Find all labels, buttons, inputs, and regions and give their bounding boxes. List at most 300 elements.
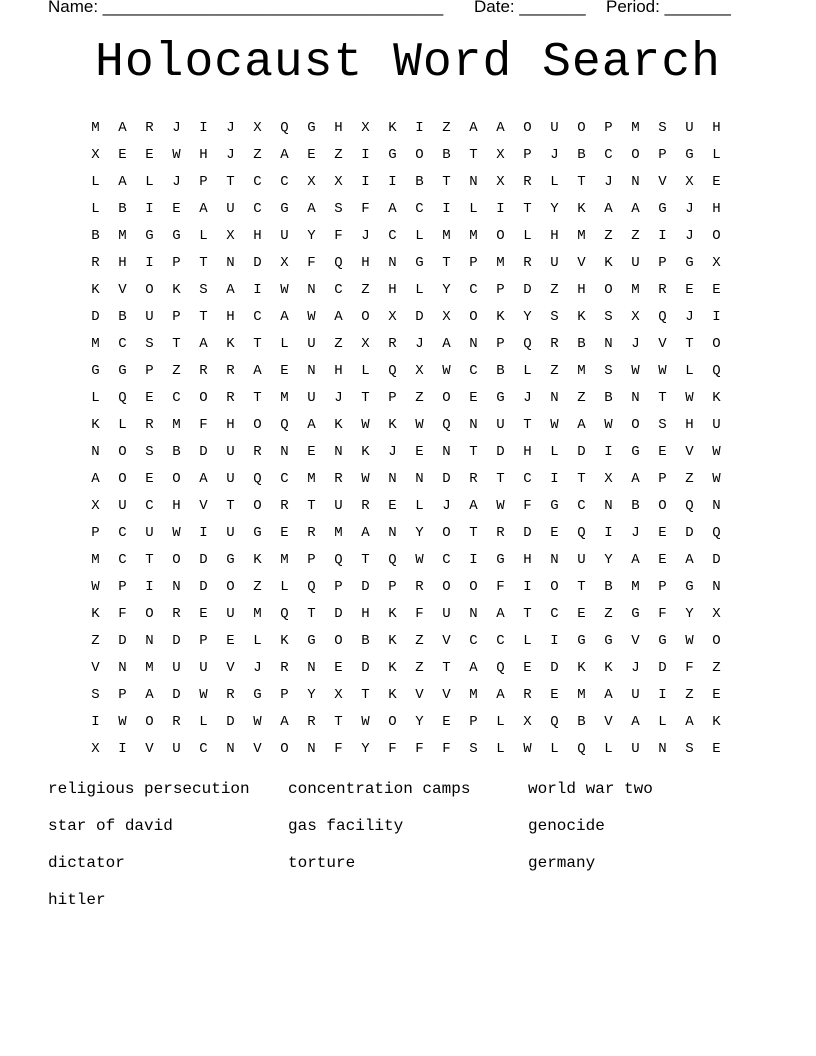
grid-letter: A xyxy=(307,200,316,217)
grid-letter: A xyxy=(631,470,640,487)
grid-letter: R xyxy=(226,686,235,703)
grid-letter: E xyxy=(334,659,343,676)
grid-letter: U xyxy=(145,308,154,325)
grid-row xyxy=(82,708,730,735)
grid-letter: N xyxy=(280,443,289,460)
grid-letter: N xyxy=(631,389,640,406)
grid-letter: M xyxy=(442,227,451,244)
grid-letter: I xyxy=(712,308,721,325)
grid-letter: L xyxy=(496,713,505,730)
grid-letter: Z xyxy=(685,686,694,703)
grid-letter: C xyxy=(550,605,559,622)
grid-letter: H xyxy=(361,254,370,271)
grid-letter: L xyxy=(523,632,532,649)
grid-letter: F xyxy=(307,254,316,271)
grid-letter: T xyxy=(361,551,370,568)
grid-letter: R xyxy=(145,119,154,136)
grid-letter: K xyxy=(388,686,397,703)
grid-letter: T xyxy=(226,497,235,514)
grid-letter: U xyxy=(631,740,640,757)
grid-letter: B xyxy=(415,173,424,190)
grid-letter: L xyxy=(604,740,613,757)
grid-letter: T xyxy=(685,335,694,352)
grid-letter: L xyxy=(469,200,478,217)
grid-letter: O xyxy=(631,146,640,163)
grid-letter: O xyxy=(658,497,667,514)
grid-letter: O xyxy=(361,308,370,325)
grid-letter: G xyxy=(685,578,694,595)
grid-letter: E xyxy=(658,524,667,541)
grid-letter: E xyxy=(415,443,424,460)
grid-letter: E xyxy=(577,605,586,622)
grid-letter: I xyxy=(658,227,667,244)
grid-letter: N xyxy=(442,443,451,460)
grid-letter: O xyxy=(388,713,397,730)
grid-letter: E xyxy=(442,713,451,730)
grid-letter: N xyxy=(307,281,316,298)
grid-letter: I xyxy=(496,200,505,217)
grid-letter: R xyxy=(523,173,532,190)
grid-letter: I xyxy=(604,524,613,541)
grid-letter: M xyxy=(91,119,100,136)
grid-letter: O xyxy=(442,524,451,541)
grid-letter: D xyxy=(361,578,370,595)
page-title: Holocaust Word Search xyxy=(95,36,721,90)
grid-letter: J xyxy=(631,335,640,352)
grid-letter: L xyxy=(361,362,370,379)
grid-letter: P xyxy=(658,578,667,595)
grid-letter: Z xyxy=(415,659,424,676)
grid-letter: Y xyxy=(685,605,694,622)
grid-letter: J xyxy=(415,335,424,352)
grid-letter: A xyxy=(496,686,505,703)
grid-letter: V xyxy=(658,335,667,352)
grid-letter: N xyxy=(712,578,721,595)
grid-letter: N xyxy=(307,740,316,757)
grid-letter: K xyxy=(280,632,289,649)
grid-letter: M xyxy=(307,470,316,487)
grid-letter: W xyxy=(118,713,127,730)
grid-letter: V xyxy=(685,443,694,460)
grid-letter: R xyxy=(496,524,505,541)
grid-letter: D xyxy=(199,551,208,568)
grid-letter: P xyxy=(334,578,343,595)
word-list-item: torture xyxy=(288,854,356,872)
grid-letter: M xyxy=(334,524,343,541)
grid-letter: S xyxy=(550,308,559,325)
grid-letter: E xyxy=(145,146,154,163)
grid-letter: W xyxy=(712,443,721,460)
grid-letter: P xyxy=(604,119,613,136)
grid-letter: V xyxy=(631,632,640,649)
grid-letter: T xyxy=(577,173,586,190)
grid-letter: X xyxy=(604,470,613,487)
grid-letter: C xyxy=(604,146,613,163)
grid-letter: Z xyxy=(91,632,100,649)
grid-letter: C xyxy=(442,551,451,568)
grid-letter: I xyxy=(118,740,127,757)
grid-letter: B xyxy=(91,227,100,244)
grid-letter: O xyxy=(712,227,721,244)
grid-letter: A xyxy=(226,281,235,298)
grid-letter: T xyxy=(361,389,370,406)
grid-letter: N xyxy=(604,335,613,352)
grid-letter: R xyxy=(91,254,100,271)
grid-letter: X xyxy=(496,146,505,163)
grid-letter: X xyxy=(361,335,370,352)
grid-letter: Q xyxy=(280,416,289,433)
grid-letter: N xyxy=(226,254,235,271)
grid-letter: P xyxy=(118,578,127,595)
grid-row xyxy=(82,195,730,222)
grid-letter: P xyxy=(91,524,100,541)
grid-letter: B xyxy=(172,443,181,460)
grid-letter: O xyxy=(631,416,640,433)
grid-letter: A xyxy=(334,308,343,325)
grid-letter: C xyxy=(145,497,154,514)
grid-letter: D xyxy=(199,443,208,460)
grid-letter: L xyxy=(496,740,505,757)
grid-letter: R xyxy=(172,605,181,622)
grid-letter: R xyxy=(307,713,316,730)
grid-letter: M xyxy=(577,362,586,379)
grid-letter: Y xyxy=(307,227,316,244)
grid-letter: T xyxy=(469,146,478,163)
grid-letter: G xyxy=(496,389,505,406)
grid-letter: Q xyxy=(388,551,397,568)
grid-letter: M xyxy=(280,551,289,568)
grid-letter: Q xyxy=(334,551,343,568)
grid-letter: A xyxy=(685,713,694,730)
grid-row xyxy=(82,546,730,573)
word-list-item: star of david xyxy=(48,817,173,835)
grid-letter: Y xyxy=(307,686,316,703)
grid-letter: Z xyxy=(685,470,694,487)
grid-letter: A xyxy=(280,146,289,163)
grid-row xyxy=(82,492,730,519)
grid-letter: V xyxy=(442,632,451,649)
grid-letter: Q xyxy=(712,362,721,379)
grid-letter: O xyxy=(118,443,127,460)
grid-letter: L xyxy=(91,173,100,190)
grid-row xyxy=(82,465,730,492)
grid-letter: U xyxy=(685,119,694,136)
grid-letter: F xyxy=(199,416,208,433)
grid-letter: G xyxy=(172,227,181,244)
letter-grid xyxy=(82,114,730,762)
grid-letter: N xyxy=(415,470,424,487)
grid-letter: N xyxy=(388,254,397,271)
grid-letter: M xyxy=(577,227,586,244)
grid-letter: U xyxy=(442,605,451,622)
grid-letter: P xyxy=(172,254,181,271)
grid-letter: U xyxy=(577,551,586,568)
period-field: Period: _______ xyxy=(606,0,731,16)
grid-letter: B xyxy=(577,146,586,163)
grid-letter: I xyxy=(469,551,478,568)
grid-letter: P xyxy=(658,254,667,271)
grid-letter: L xyxy=(118,416,127,433)
grid-letter: K xyxy=(388,659,397,676)
grid-letter: L xyxy=(199,227,208,244)
grid-letter: P xyxy=(523,146,532,163)
grid-letter: N xyxy=(91,443,100,460)
grid-letter: H xyxy=(550,227,559,244)
grid-letter: F xyxy=(415,740,424,757)
grid-letter: Q xyxy=(577,524,586,541)
grid-letter: L xyxy=(523,227,532,244)
grid-letter: G xyxy=(658,200,667,217)
grid-letter: V xyxy=(415,686,424,703)
grid-letter: A xyxy=(199,335,208,352)
word-list-item: germany xyxy=(528,854,596,872)
grid-letter: H xyxy=(523,443,532,460)
grid-letter: D xyxy=(712,551,721,568)
grid-letter: Y xyxy=(604,551,613,568)
grid-letter: S xyxy=(604,308,613,325)
grid-letter: M xyxy=(172,416,181,433)
grid-letter: U xyxy=(550,254,559,271)
grid-letter: U xyxy=(307,389,316,406)
grid-letter: K xyxy=(388,632,397,649)
grid-letter: W xyxy=(91,578,100,595)
grid-letter: R xyxy=(253,443,262,460)
grid-letter: E xyxy=(712,173,721,190)
grid-letter: B xyxy=(118,308,127,325)
grid-letter: I xyxy=(91,713,100,730)
grid-letter: K xyxy=(91,416,100,433)
grid-letter: G xyxy=(253,686,262,703)
grid-letter: X xyxy=(712,605,721,622)
grid-letter: E xyxy=(307,146,316,163)
grid-row xyxy=(82,249,730,276)
grid-letter: H xyxy=(334,362,343,379)
grid-letter: J xyxy=(523,389,532,406)
grid-letter: R xyxy=(145,416,154,433)
grid-letter: A xyxy=(253,362,262,379)
grid-letter: X xyxy=(334,173,343,190)
grid-letter: R xyxy=(415,578,424,595)
grid-letter: M xyxy=(469,686,478,703)
grid-letter: W xyxy=(172,146,181,163)
grid-letter: E xyxy=(280,362,289,379)
grid-letter: W xyxy=(604,416,613,433)
grid-letter: K xyxy=(388,605,397,622)
grid-letter: L xyxy=(280,335,289,352)
grid-letter: P xyxy=(172,308,181,325)
grid-letter: M xyxy=(91,551,100,568)
grid-letter: N xyxy=(118,659,127,676)
grid-letter: C xyxy=(280,173,289,190)
grid-letter: M xyxy=(280,389,289,406)
grid-letter: K xyxy=(172,281,181,298)
grid-letter: O xyxy=(334,632,343,649)
grid-letter: C xyxy=(280,470,289,487)
grid-letter: G xyxy=(577,632,586,649)
word-list-item: hitler xyxy=(48,891,106,909)
grid-letter: O xyxy=(604,281,613,298)
grid-letter: E xyxy=(226,632,235,649)
grid-letter: W xyxy=(685,389,694,406)
grid-letter: K xyxy=(361,443,370,460)
grid-letter: A xyxy=(496,605,505,622)
grid-letter: Y xyxy=(415,713,424,730)
grid-letter: L xyxy=(280,578,289,595)
grid-letter: W xyxy=(631,362,640,379)
grid-letter: X xyxy=(91,146,100,163)
grid-letter: C xyxy=(118,551,127,568)
grid-letter: S xyxy=(658,119,667,136)
grid-letter: H xyxy=(118,254,127,271)
grid-letter: T xyxy=(199,308,208,325)
grid-letter: T xyxy=(253,335,262,352)
grid-letter: J xyxy=(550,146,559,163)
grid-letter: W xyxy=(253,713,262,730)
grid-letter: M xyxy=(253,605,262,622)
grid-letter: G xyxy=(685,254,694,271)
grid-letter: U xyxy=(226,524,235,541)
grid-letter: U xyxy=(118,497,127,514)
grid-letter: J xyxy=(226,146,235,163)
grid-letter: F xyxy=(388,740,397,757)
grid-letter: R xyxy=(307,524,316,541)
grid-letter: L xyxy=(523,362,532,379)
grid-letter: D xyxy=(550,659,559,676)
grid-letter: F xyxy=(118,605,127,622)
grid-letter: J xyxy=(604,173,613,190)
grid-letter: X xyxy=(226,227,235,244)
grid-letter: Q xyxy=(523,335,532,352)
grid-letter: R xyxy=(280,659,289,676)
grid-letter: U xyxy=(172,659,181,676)
grid-letter: P xyxy=(199,632,208,649)
grid-letter: Z xyxy=(253,578,262,595)
grid-letter: P xyxy=(469,713,478,730)
grid-letter: F xyxy=(334,227,343,244)
grid-letter: X xyxy=(631,308,640,325)
grid-letter: A xyxy=(388,200,397,217)
word-list-item: dictator xyxy=(48,854,125,872)
grid-letter: O xyxy=(550,578,559,595)
grid-letter: S xyxy=(199,281,208,298)
grid-letter: E xyxy=(307,443,316,460)
grid-letter: Q xyxy=(118,389,127,406)
grid-letter: T xyxy=(442,254,451,271)
grid-letter: W xyxy=(361,470,370,487)
grid-letter: Z xyxy=(577,389,586,406)
grid-letter: Q xyxy=(388,362,397,379)
grid-letter: G xyxy=(280,200,289,217)
grid-letter: P xyxy=(469,254,478,271)
grid-letter: T xyxy=(226,173,235,190)
grid-letter: I xyxy=(253,281,262,298)
grid-letter: E xyxy=(685,281,694,298)
grid-letter: G xyxy=(415,254,424,271)
grid-letter: T xyxy=(307,497,316,514)
grid-letter: O xyxy=(145,605,154,622)
grid-letter: Q xyxy=(658,308,667,325)
grid-letter: C xyxy=(577,497,586,514)
grid-letter: B xyxy=(577,335,586,352)
grid-letter: D xyxy=(199,578,208,595)
grid-letter: G xyxy=(685,146,694,163)
grid-letter: R xyxy=(361,497,370,514)
grid-letter: G xyxy=(226,551,235,568)
grid-letter: C xyxy=(415,200,424,217)
grid-letter: I xyxy=(442,200,451,217)
grid-row xyxy=(82,681,730,708)
grid-letter: D xyxy=(172,686,181,703)
grid-letter: N xyxy=(631,173,640,190)
grid-letter: W xyxy=(496,497,505,514)
grid-letter: H xyxy=(226,416,235,433)
grid-letter: S xyxy=(145,335,154,352)
grid-letter: E xyxy=(712,686,721,703)
grid-letter: X xyxy=(388,308,397,325)
grid-letter: D xyxy=(523,281,532,298)
grid-letter: A xyxy=(307,416,316,433)
grid-letter: V xyxy=(145,740,154,757)
grid-letter: U xyxy=(550,119,559,136)
grid-letter: I xyxy=(145,578,154,595)
grid-letter: C xyxy=(334,281,343,298)
grid-letter: W xyxy=(199,686,208,703)
grid-row xyxy=(82,411,730,438)
grid-letter: L xyxy=(550,740,559,757)
grid-letter: L xyxy=(550,443,559,460)
grid-letter: R xyxy=(226,389,235,406)
grid-letter: W xyxy=(523,740,532,757)
grid-letter: L xyxy=(253,632,262,649)
grid-letter: A xyxy=(280,308,289,325)
grid-letter: U xyxy=(631,686,640,703)
grid-row xyxy=(82,168,730,195)
grid-letter: X xyxy=(91,740,100,757)
grid-letter: I xyxy=(388,173,397,190)
grid-letter: C xyxy=(469,362,478,379)
grid-letter: U xyxy=(226,470,235,487)
grid-letter: M xyxy=(631,119,640,136)
grid-letter: X xyxy=(280,254,289,271)
grid-letter: S xyxy=(685,740,694,757)
grid-letter: C xyxy=(253,308,262,325)
grid-letter: M xyxy=(145,659,154,676)
grid-letter: T xyxy=(145,551,154,568)
grid-letter: M xyxy=(631,281,640,298)
grid-letter: G xyxy=(118,362,127,379)
grid-letter: F xyxy=(523,497,532,514)
grid-letter: E xyxy=(145,389,154,406)
date-field: Date: _______ xyxy=(474,0,586,16)
grid-letter: E xyxy=(280,524,289,541)
grid-letter: O xyxy=(226,578,235,595)
grid-letter: Z xyxy=(253,146,262,163)
grid-letter: D xyxy=(496,443,505,460)
grid-letter: N xyxy=(469,335,478,352)
grid-letter: F xyxy=(685,659,694,676)
grid-letter: E xyxy=(118,146,127,163)
grid-letter: Q xyxy=(577,740,586,757)
grid-letter: G xyxy=(631,605,640,622)
grid-letter: C xyxy=(118,524,127,541)
grid-letter: X xyxy=(523,713,532,730)
grid-letter: V xyxy=(91,659,100,676)
grid-letter: M xyxy=(469,227,478,244)
grid-letter: W xyxy=(415,416,424,433)
grid-letter: A xyxy=(577,416,586,433)
grid-letter: Q xyxy=(253,470,262,487)
grid-letter: V xyxy=(118,281,127,298)
